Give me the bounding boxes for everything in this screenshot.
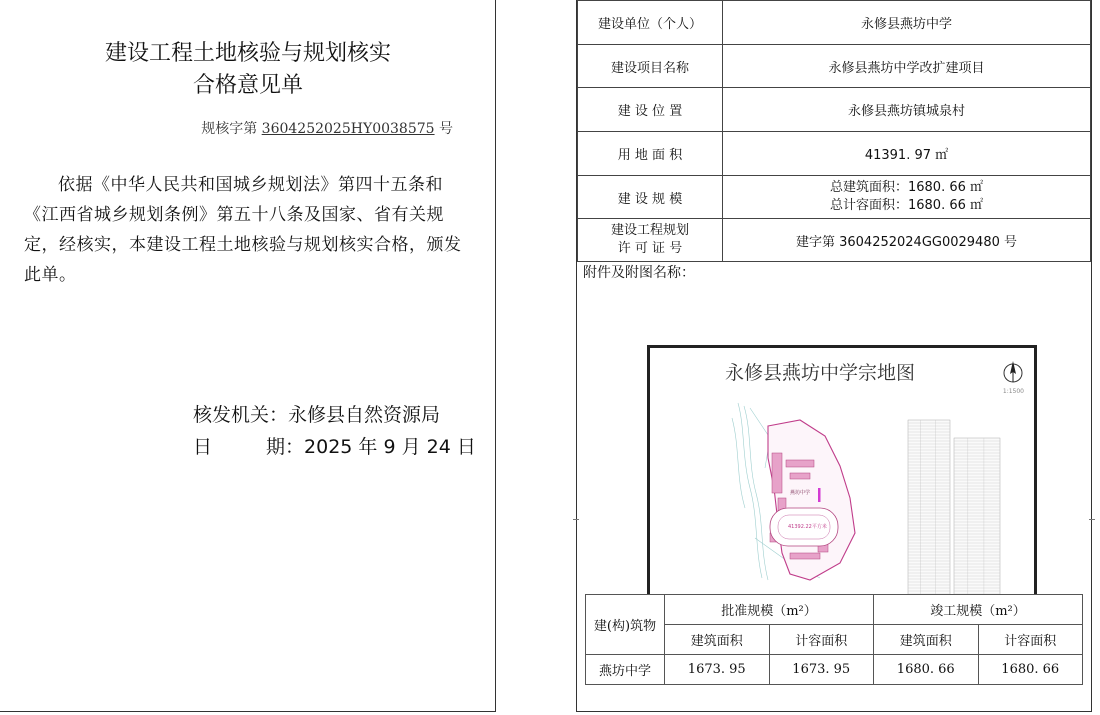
- serial-prefix: 规核字第: [201, 121, 258, 137]
- left-page: [0, 0, 496, 712]
- sub-header: 计容面积: [769, 625, 874, 655]
- table-row: [578, 45, 1091, 88]
- building-area-table: [585, 594, 1083, 685]
- table-row: [578, 219, 1091, 262]
- date-label-a: 日: [193, 436, 213, 458]
- row-label: 建 设 规 模: [578, 176, 723, 219]
- sub-header: 建筑面积: [665, 625, 770, 655]
- document-subtitle: 合格意见单: [192, 73, 303, 98]
- edge-tick: [1089, 519, 1095, 520]
- parcel-map: [647, 345, 1037, 606]
- map-title: 永修县燕坊中学宗地图: [724, 362, 915, 384]
- issuer-value: 永修县自然资源局: [288, 404, 441, 426]
- issue-date: [193, 432, 476, 459]
- row-label: 建 设 位 置: [578, 88, 723, 132]
- row-value: 永修县燕坊镇城泉村: [723, 88, 1091, 132]
- table-row: [586, 655, 1083, 685]
- issuer-label: 核发机关：: [193, 404, 289, 426]
- sub-header: 计容面积: [978, 625, 1083, 655]
- certificate-body: 依据《中华人民共和国城乡规划法》第四十五条和《江西省城乡规划条例》第五十八条及国家、省有关规定，经核实，本建设工程土地核验与规划核实合格，颁发此单。: [24, 175, 462, 285]
- table-row: [578, 1, 1091, 45]
- row-label: 用 地 面 积: [578, 132, 723, 176]
- completed-plot-area: 1680. 66: [978, 655, 1083, 685]
- site-plan-drawing: [650, 348, 1034, 603]
- right-page: [576, 0, 1092, 712]
- row-value: 建字第 3604252024GG0029480 号: [723, 219, 1091, 262]
- scale-label: 1:1500: [1002, 388, 1024, 395]
- completed-building-area: 1680. 66: [874, 655, 979, 685]
- approved-plot-area: 1673. 95: [769, 655, 874, 685]
- date-value: 2025 年 9 月 24 日: [304, 436, 476, 458]
- table-row: [578, 132, 1091, 176]
- serial-suffix: 号: [439, 121, 453, 137]
- project-info-table: [577, 0, 1091, 262]
- attachment-label: 附件及附图名称：: [583, 265, 695, 281]
- row-value: 41391. 97 ㎡: [723, 132, 1091, 176]
- table-row: [586, 595, 1083, 625]
- building-column-header: 建(构)筑物: [586, 595, 665, 655]
- document-title: 建设工程土地核验与规划核实: [104, 41, 391, 66]
- row-value: [723, 176, 1091, 219]
- table-row: [578, 176, 1091, 219]
- value-line: 总计容面积：1680. 66 ㎡: [829, 198, 984, 213]
- table-row: [578, 88, 1091, 132]
- site-label: 燕坊中学: [790, 490, 811, 496]
- building-name: 燕坊中学: [586, 655, 665, 685]
- sub-header: 建筑面积: [874, 625, 979, 655]
- row-label: 建设单位（个人）: [578, 1, 723, 45]
- approved-building-area: 1673. 95: [665, 655, 770, 685]
- label-line: 建设工程规划: [610, 223, 689, 238]
- label-line: 许 可 证 号: [617, 241, 683, 256]
- serial-number-line: [201, 118, 453, 138]
- row-value: 永修县燕坊中学: [723, 1, 1091, 45]
- date-label-b: 期：: [266, 436, 305, 458]
- approved-header: 批准规模（m²）: [665, 595, 874, 625]
- value-line: 总建筑面积：1680. 66 ㎡: [829, 180, 984, 195]
- area-label: 41392.22平方米: [788, 524, 827, 530]
- row-label: 建设项目名称: [578, 45, 723, 88]
- serial-number: 3604252025HY0038575: [261, 121, 435, 137]
- row-value: 永修县燕坊中学改扩建项目: [723, 45, 1091, 88]
- issuing-authority: [193, 400, 440, 427]
- edge-tick: [573, 519, 579, 520]
- completed-header: 竣工规模（m²）: [874, 595, 1083, 625]
- row-label: [578, 219, 723, 262]
